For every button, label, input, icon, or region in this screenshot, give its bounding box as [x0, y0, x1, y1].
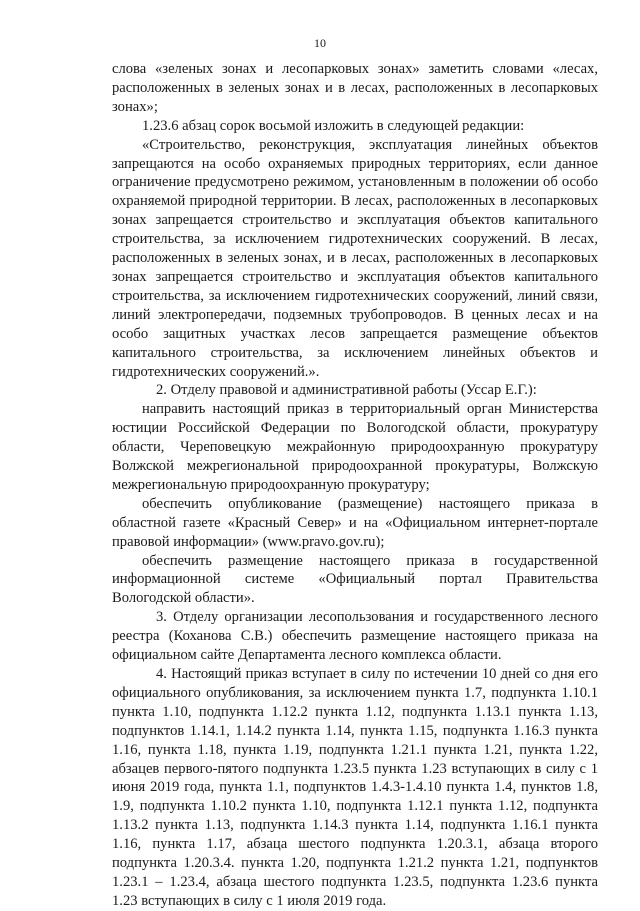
paragraph-continuation: слова «зеленых зонах и лесопарковых зонах» заметить словами «лесах, расположенных в зеленых зонах и в лесах, расположенных в лесопарковых зонах»;	[112, 61, 598, 115]
paragraph-quoted-text: «Строительство, реконструкция, эксплуатация линейных объектов запрещаются на особо охраняемых природных территориях, если данное ограничение предусмотрено режимом, установленным в положении об особо охраняемой природной территории. В лесах, расположенных в лесопарковых зонах запрещается строительство и эксплуатация объектов капитального строительства, за исключением гидротехнических сооружений. В лесах, расположенных в зеленых зонах, и в лесах, расположенных в лесопарковых зонах запрещается строительство и эксплуатация объектов капитального строительства, за исключением гидротехнических сооружений, линий связи, линий электропередачи, подземных трубопроводов. В ценных лесах и на особо защитных участках лесов запрещается размещение объектов капитального строительства, за исключением линейных объектов и гидротехнических сооружений.».	[112, 136, 598, 380]
paragraph-item-2-send: направить настоящий приказ в территориальный орган Министерства юстиции Российской Федерации по Вологодской области, прокуратуру области, Череповецкую межрайонную природоохранную прокуратуру Волжской межрегиональной природоохранной прокуратуры, Волжскую межрегиональную природоохранную прокуратуру;	[112, 401, 598, 493]
paragraph-item-4: 4. Настоящий приказ вступает в силу по истечении 10 дней со дня его официального опубликования, за исключением пункта 1.7, подпункта 1.10.1 пункта 1.10, подпункта 1.12.2 пункта 1.12, подпункта 1.13.1 пункта 1.13, подпунктов 1.14.1, 1.14.2 пункта 1.14, пункта 1.15, подпункта 1.16.3 пункта 1.16, пункта 1.18, пункта 1.19, подпункта 1.21.1 пункта 1.21, пункта 1.22, абзацев первого-пятого подпункта 1.23.5 пункта 1.23 вступающих в силу с 1 июня 2019 года, пункта 1.1, подпунктов 1.4.3-1.4.10 пункта 1.4, пунктов 1.8, 1.9, подпункта 1.10.2 пункта 1.10, подпункта 1.12.1 пункта 1.12, подпункта 1.13.2 пункта 1.13, подпункта 1.14.3 пункта 1.14, подпункта 1.16.1 пункта 1.16, пункта 1.17, абзаца шестого подпункта 1.20.3.1, абзаца второго подпункта 1.20.3.4. пункта 1.20, подпункта 1.21.2 пункта 1.21, подпунктов 1.23.1 – 1.23.4, абзаца шестого подпункта 1.23.5, подпункта 1.23.6 пункта 1.23 вступающих в силу с 1 июля 2019 года.	[112, 666, 598, 909]
page-number: 10	[314, 36, 326, 50]
paragraph-1-23-6-intro: 1.23.6 абзац сорок восьмой изложить в следующей редакции:	[142, 117, 525, 134]
paragraph-item-2-publish: обеспечить опубликование (размещение) настоящего приказа в областной газете «Красный Север» и на «Официальном интернет-портале правовой информации» (www.pravo.gov.ru);	[112, 495, 598, 550]
paragraph-item-3: 3. Отделу организации лесопользования и государственного лесного реестра (Коханова С.В.) обеспечить размещение настоящего приказа на официальном сайте Департамента лесного комплекса области.	[112, 609, 598, 664]
paragraph-item-2: 2. Отделу правовой и административной работы (Уссар Е.Г.):	[156, 382, 537, 399]
paragraph-item-2-portal: обеспечить размещение настоящего приказа в государственной информационной системе «Официальный портал Правительства Вологодской области».	[112, 552, 598, 607]
document-body	[112, 60, 598, 911]
